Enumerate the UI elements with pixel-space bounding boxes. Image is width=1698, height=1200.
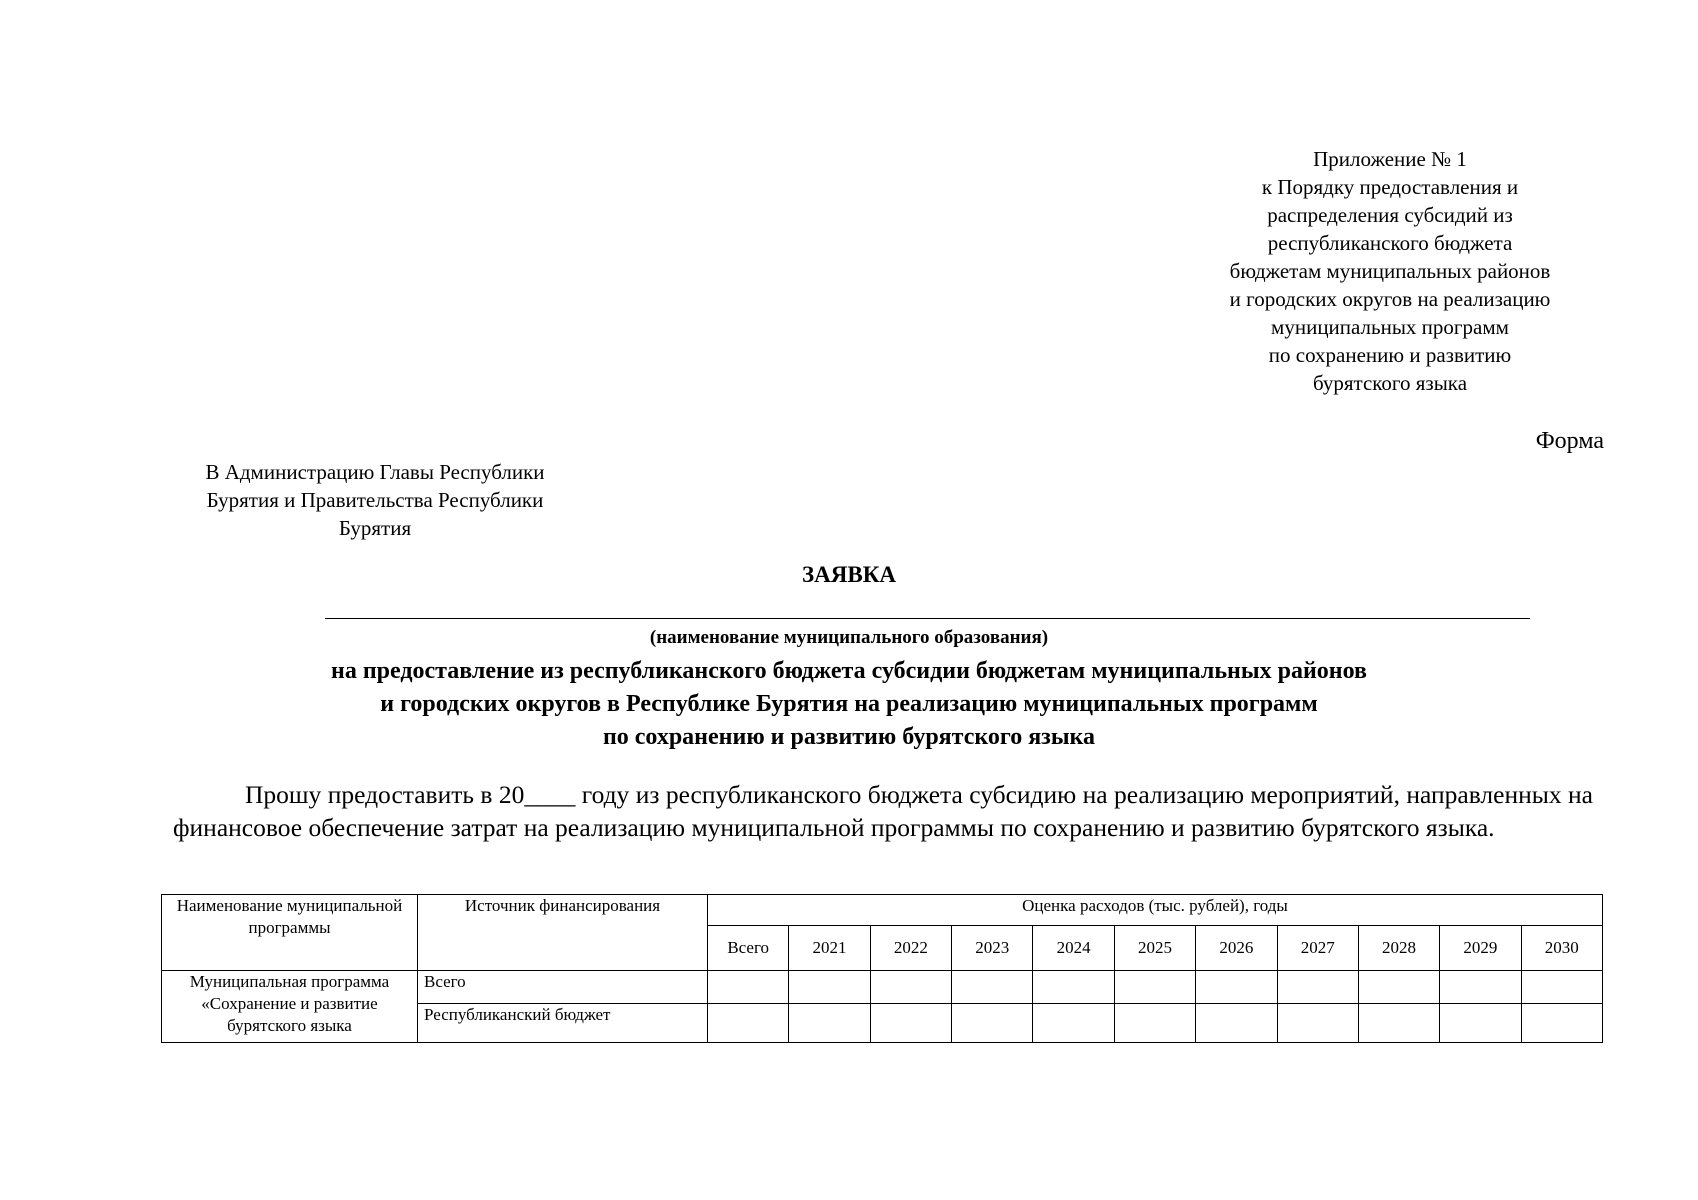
value-cell[interactable] (1277, 971, 1358, 1004)
subtitle-line: и городских округов в Республике Бурятия на реализацию муниципальных программ (380, 691, 1318, 717)
header-source: Источник финансирования (418, 895, 708, 971)
value-cell[interactable] (952, 1004, 1033, 1043)
appendix-line: к Порядку предоставления и (1261, 175, 1519, 199)
header-col: 2022 (870, 926, 951, 971)
value-cell[interactable] (952, 971, 1033, 1004)
value-cell[interactable] (708, 971, 789, 1004)
municipality-caption: (наименование муниципального образования) (649, 627, 1049, 648)
appendix-line: республиканского бюджета (1267, 231, 1513, 255)
value-cell[interactable] (1033, 971, 1114, 1004)
header-col: 2026 (1196, 926, 1277, 971)
appendix-line: муниципальных программ (1271, 315, 1509, 339)
appendix-line: и городских округов на реализацию (1229, 287, 1551, 311)
request-paragraph (173, 778, 1593, 844)
value-cell[interactable] (1440, 971, 1521, 1004)
appendix-block (1150, 145, 1630, 397)
header-col: 2030 (1521, 926, 1602, 971)
expense-table (161, 894, 1603, 1043)
value-cell[interactable] (1521, 971, 1602, 1004)
header-program-name: Наименование муниципальной программы (162, 895, 418, 971)
value-cell[interactable] (1277, 1004, 1358, 1043)
table-header-row (162, 895, 1603, 926)
program-cell: Муниципальная программа «Сохранение и развитие бурятского языка (162, 971, 418, 1043)
value-cell[interactable] (870, 1004, 951, 1043)
addressee-block (175, 458, 575, 542)
header-estimate: Оценка расходов (тыс. рублей), годы (708, 895, 1603, 926)
header-col: 2025 (1114, 926, 1195, 971)
value-cell[interactable] (1521, 1004, 1602, 1043)
header-col: 2027 (1277, 926, 1358, 971)
appendix-line: бюджетам муниципальных районов (1229, 259, 1551, 283)
appendix-line: распределения субсидий из (1267, 203, 1513, 227)
document-title: ЗАЯВКА (802, 562, 896, 587)
header-col: 2021 (789, 926, 870, 971)
document-subtitle (100, 655, 1598, 754)
value-cell[interactable] (1358, 971, 1439, 1004)
appendix-line: бурятского языка (1312, 371, 1468, 395)
appendix-line: Приложение № 1 (1313, 147, 1467, 171)
value-cell[interactable] (1114, 971, 1195, 1004)
addressee-line: В Администрацию Главы Республики (205, 460, 545, 484)
addressee-line: Бурятия (338, 516, 412, 540)
subtitle-line: на предоставление из республиканского бюджета субсидии бюджетам муниципальных районов (331, 658, 1367, 684)
value-cell[interactable] (1196, 1004, 1277, 1043)
value-cell[interactable] (1358, 1004, 1439, 1043)
form-label: Форма (1535, 428, 1604, 454)
value-cell[interactable] (708, 1004, 789, 1043)
value-cell[interactable] (1196, 971, 1277, 1004)
table-row (162, 971, 1603, 1004)
header-col: Всего (708, 926, 789, 971)
source-cell: Всего (418, 971, 708, 1004)
source-cell: Республиканский бюджет (418, 1004, 708, 1043)
value-cell[interactable] (1114, 1004, 1195, 1043)
value-cell[interactable] (870, 971, 951, 1004)
paragraph-text: Прошу предоставить в 20____ году из республиканского бюджета субсидию на реализацию мероприятий, направленных на финансовое обеспечение затрат на реализацию муниципальной программы по сохранению и развитию бурятского языка. (173, 780, 1593, 842)
municipality-name-blank (325, 618, 1530, 619)
value-cell[interactable] (1440, 1004, 1521, 1043)
value-cell[interactable] (1033, 1004, 1114, 1043)
value-cell[interactable] (789, 971, 870, 1004)
value-cell[interactable] (789, 1004, 870, 1043)
header-col: 2028 (1358, 926, 1439, 971)
header-col: 2029 (1440, 926, 1521, 971)
header-col: 2024 (1033, 926, 1114, 971)
subtitle-line: по сохранению и развитию бурятского языка (602, 724, 1096, 750)
header-col: 2023 (952, 926, 1033, 971)
appendix-line: по сохранению и развитию (1268, 343, 1512, 367)
addressee-line: Бурятия и Правительства Республики (206, 488, 544, 512)
